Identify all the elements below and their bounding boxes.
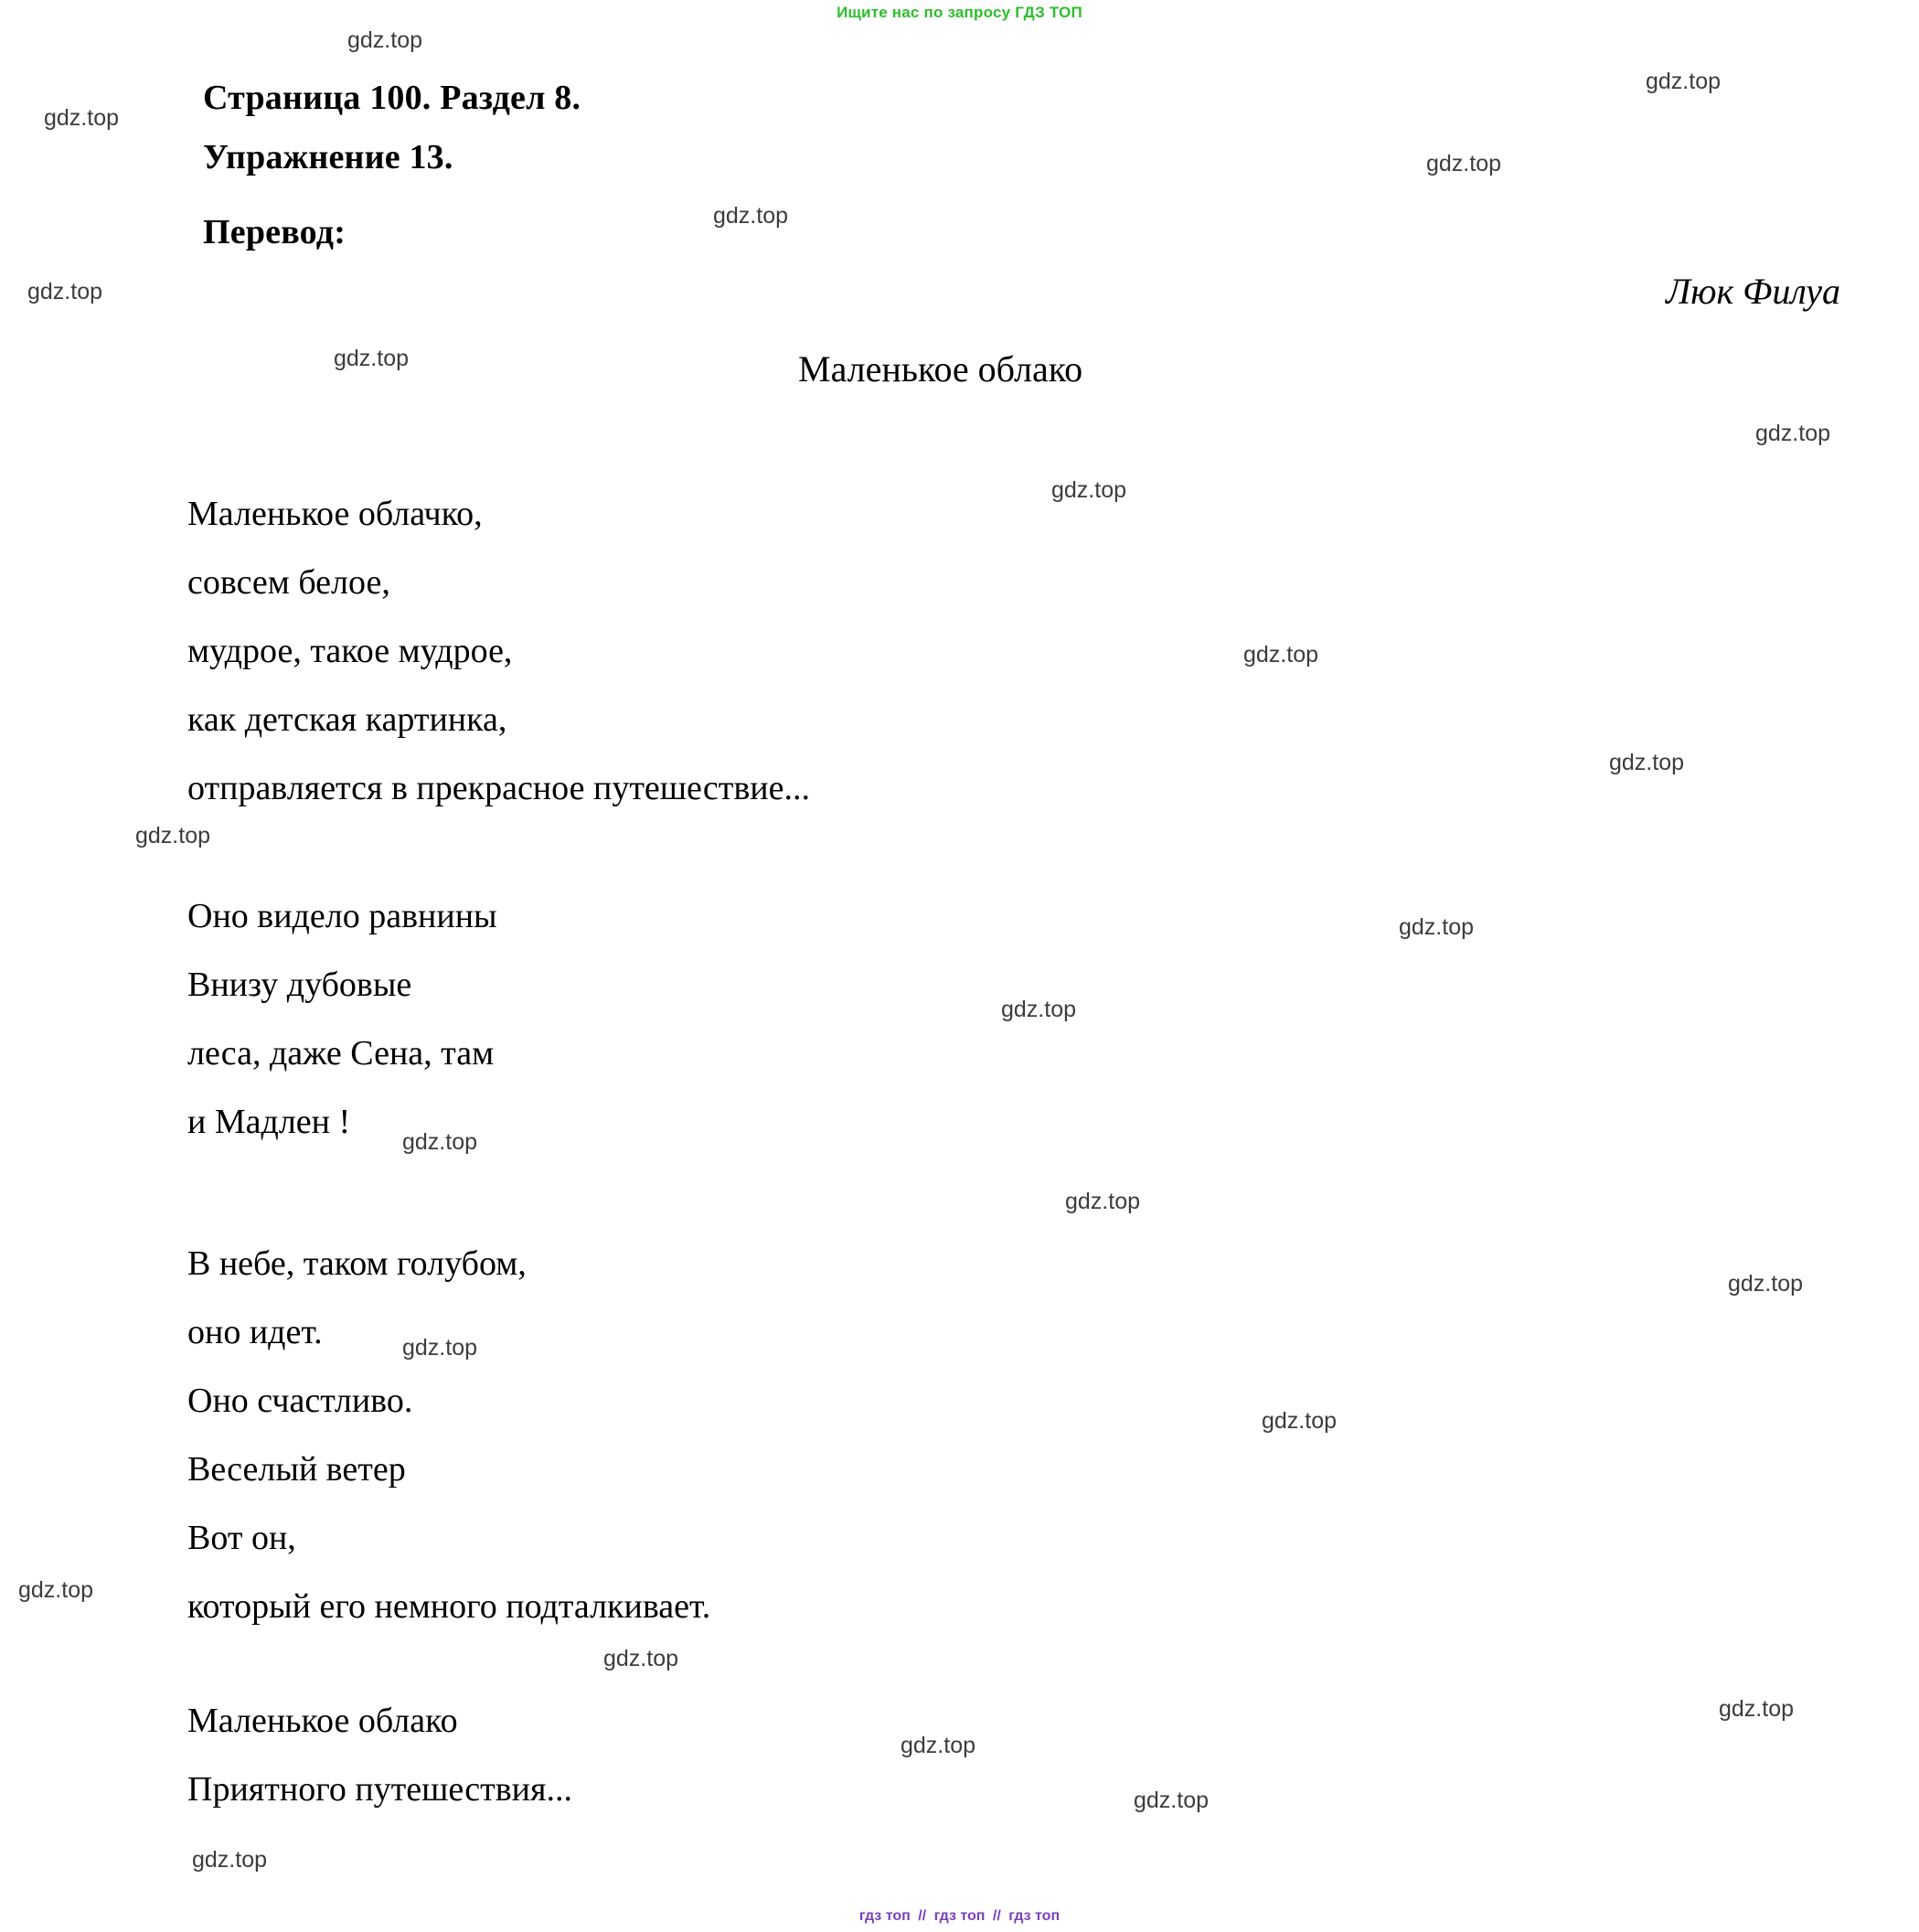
watermark-text: gdz.top	[901, 1733, 976, 1758]
watermark-text: gdz.top	[713, 203, 789, 229]
bottom-banner-sep-1: //	[918, 1908, 927, 1924]
poem-line: Маленькое облако	[187, 1702, 458, 1740]
bottom-banner-left: гдз топ	[858, 1908, 911, 1924]
watermark-text: gdz.top	[1719, 1696, 1795, 1722]
bottom-banner-mid: гдз топ	[933, 1908, 986, 1924]
poem-line: леса, даже Сена, там	[187, 1034, 495, 1073]
watermark-text: gdz.top	[1134, 1788, 1210, 1813]
watermark-text: gdz.top	[1646, 69, 1722, 94]
watermark-text: gdz.top	[347, 27, 423, 53]
watermark-text: gdz.top	[402, 1335, 478, 1361]
poem-line: Маленькое облачко,	[187, 495, 483, 533]
translation-label: Перевод:	[203, 213, 346, 251]
watermark-text: gdz.top	[18, 1577, 94, 1603]
poem-line: Вот он,	[187, 1519, 296, 1557]
bottom-banner-sep-2: //	[992, 1908, 1001, 1924]
page-title: Страница 100. Раздел 8.	[203, 79, 581, 117]
bottom-banner-right: гдз топ	[1008, 1908, 1061, 1924]
poem-author: Люк Филуа	[1666, 271, 1840, 312]
watermark-text: gdz.top	[402, 1129, 478, 1155]
poem-line: который его немного подталкивает.	[187, 1587, 711, 1626]
top-site-banner: Ищите нас по запросу ГДЗ ТОП	[837, 4, 1082, 21]
poem-line: как детская картинка,	[187, 700, 507, 739]
poem-line: отправляется в прекрасное путешествие...	[187, 769, 810, 807]
poem-line: Оно счастливо.	[187, 1382, 413, 1420]
poem-line: оно идет.	[187, 1313, 323, 1351]
poem-stanza-1	[187, 480, 810, 823]
watermark-text: gdz.top	[1399, 914, 1475, 940]
poem-line: совсем белое,	[187, 563, 390, 602]
watermark-text: gdz.top	[1609, 750, 1685, 775]
poem-line: Приятного путешествия...	[187, 1770, 572, 1809]
watermark-text: gdz.top	[1051, 477, 1127, 503]
watermark-text: gdz.top	[1728, 1271, 1804, 1297]
watermark-text: gdz.top	[27, 279, 103, 304]
watermark-text: gdz.top	[1262, 1408, 1338, 1434]
poem-stanza-2	[187, 882, 497, 1157]
watermark-text: gdz.top	[1001, 997, 1077, 1022]
exercise-title: Упражнение 13.	[203, 138, 453, 176]
watermark-text: gdz.top	[1426, 151, 1502, 176]
watermark-text: gdz.top	[1065, 1189, 1141, 1214]
watermark-text: gdz.top	[1755, 421, 1831, 446]
watermark-text: gdz.top	[135, 823, 211, 849]
watermark-text: gdz.top	[192, 1847, 268, 1873]
poem-stanza-3	[187, 1230, 710, 1641]
poem-line: Оно видело равнины	[187, 897, 497, 935]
watermark-text: gdz.top	[334, 346, 410, 371]
poem-line: и Мадлен !	[187, 1103, 351, 1141]
watermark-text: gdz.top	[44, 105, 120, 131]
bottom-site-banner	[0, 1908, 1919, 1925]
poem-stanza-4	[187, 1687, 572, 1824]
poem-line: В небе, таком голубом,	[187, 1244, 527, 1283]
watermark-text: gdz.top	[1243, 642, 1319, 667]
poem-line: мудрое, такое мудрое,	[187, 632, 513, 670]
poem-line: Внизу дубовые	[187, 966, 412, 1004]
watermark-text: gdz.top	[603, 1646, 679, 1671]
poem-title: Маленькое облако	[798, 348, 1083, 390]
poem-line: Веселый ветер	[187, 1450, 406, 1489]
